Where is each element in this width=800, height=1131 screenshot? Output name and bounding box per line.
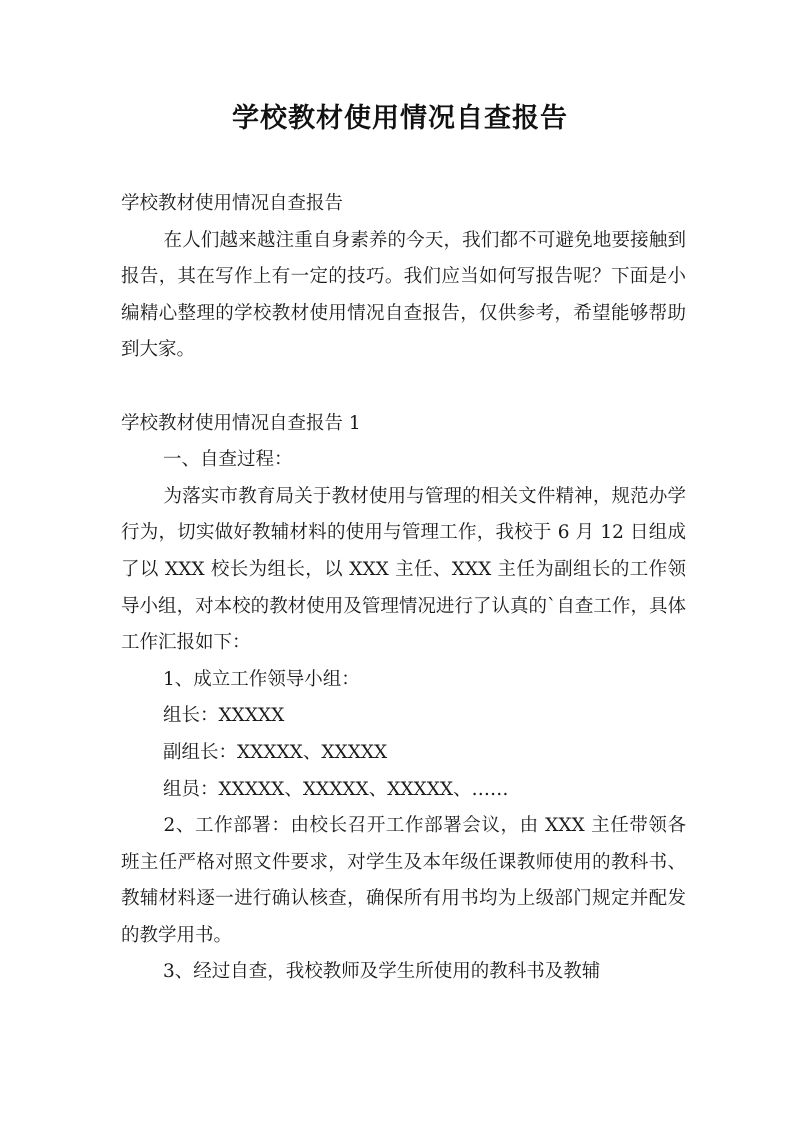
vice-leader-line: 副组长：XXXXX、XXXXX bbox=[163, 741, 388, 763]
process-paragraph: 为落实市教育局关于教材使用与管理的相关文件精神，规范办学行为，切实做好教辅材料的使用与管理工作，我校于 6 月 12 日组成了以 XXX 校长为组长，以 XXX 主任、XXX 主任为副组长的工作领导小组，对本校的教材使用及管理情况进行了认真的`自查工作，具体工作汇报如下： bbox=[121, 485, 686, 654]
item-1: 1、成立工作领导小组： bbox=[163, 668, 360, 690]
leader-line: 组长：XXXXX bbox=[163, 705, 285, 727]
members-line: 组员：XXXXX、XXXXX、XXXXX、…… bbox=[163, 778, 509, 800]
process-heading: 一、自查过程： bbox=[163, 449, 293, 471]
document-body bbox=[121, 186, 686, 991]
subtitle: 学校教材使用情况自查报告 bbox=[121, 193, 344, 214]
paragraph-gap bbox=[121, 369, 686, 406]
item-2: 2、工作部署：由校长召开工作部署会议，由 XXX 主任带领各班主任严格对照文件要求，对学生及本年级任课教师使用的教科书、教辅材料逐一进行确认核查，确保所有用书均为上级部门规定并配发的教学用书。 bbox=[121, 815, 686, 946]
item-3: 3、经过自查，我校教师及学生所使用的教科书及教辅 bbox=[163, 961, 601, 983]
document-title: 学校教材使用情况自查报告 bbox=[232, 103, 568, 134]
intro-paragraph: 在人们越来越注重自身素养的今天，我们都不可避免地要接触到报告，其在写作上有一定的技巧。我们应当如何写报告呢？下面是小编精心整理的学校教材使用情况自查报告，仅供参考，希望能够帮助到大家。 bbox=[121, 229, 686, 361]
section-heading: 学校教材使用情况自查报告 1 bbox=[121, 412, 361, 434]
